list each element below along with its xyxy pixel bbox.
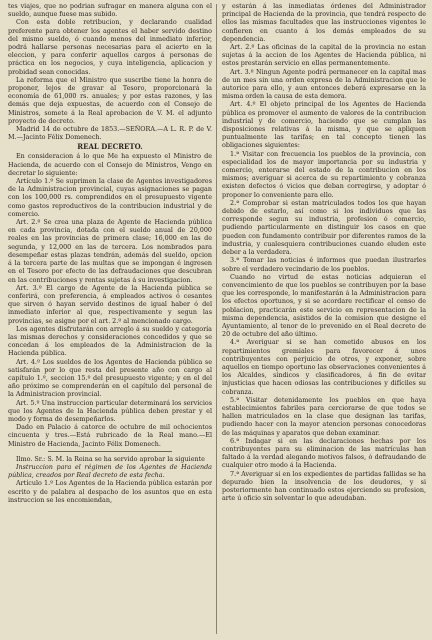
paragraph: En consideracion á lo que Me ha expuesto el Ministro de Hacienda, de acuerdo con el Consejo de Ministros, Vengo en decretar lo siguiente:	[8, 152, 212, 177]
paragraph: Art. 4.º El objeto principal de los Agentes de Hacienda pública es promover el aumento de valores de la contribucion industrial y de comercio, haciendo que se cumplan las disposiciones relativas á la misma, y que se apliquen puntualmente las tarifas; en tal concepto tienen las obligaciones siguientes:	[222, 100, 426, 150]
paragraph: Art. 3.º Ningun Agente podrá permanecer en la capital mas de un mes sin una orden expresa de la Administracion que le autorice para ello, y aun entonces deberá expresarse en la misma orden la causa de esta demora.	[222, 67, 426, 101]
paragraph: Art. 5.º Una instruccion particular determinará los servicios que los Agentes de la Hacienda pública deben prestar y el modo y forma de desempeñarlos.	[8, 398, 212, 423]
section-heading: REAL DECRETO.	[77, 142, 143, 152]
paragraph: tes viajes, que no podrian sufragar en manera alguna con el sueldo, aunque fuese mas subido.	[8, 2, 212, 19]
paragraph: Ilmo. Sr.: S. M. la Reina se ha servido aprobar la siguiente	[16, 454, 205, 463]
paragraph: 7.ª Averiguar si en los expedientes de partidas fallidas se ha depurado bien la insolvencia de los deudores, y si posteriormente han continuado estos ejerciendo su profesion, arte ú oficio sin solventar lo que adeudaban.	[222, 469, 426, 503]
paragraph: 5.ª Visitar detenidamente los pueblos en que haya establecimientos fabriles para cerciorarse de que todos se hallen matriculados en la clase que designan las tarifas, pudiendo hacer con la mayor atencion personas conocedoras de las máquinas y aparatos que deban examinar.	[222, 395, 426, 437]
paragraph: Art. 3.º El cargo de Agente de la Hacienda pública se conferirá, con preferencia, á empleados activos ó cesantes que sirven ó hayan servido destinos de igual haber ó del inmediato inferior al que, respectivamente y segun las provincias, se asigne por el art. 2.º al mencionado cargo.	[8, 283, 212, 325]
column-divider	[216, 4, 217, 634]
paragraph: y estarán á las inmediatas órdenes del Administrador principal de Hacienda de la provincia, que tendrá respecto de ellos las mismas facultades que las instrucciones vigentes le confieren en cuanto á los demás empleados de su dependencia.	[222, 2, 426, 43]
paragraph: Art. 4.º Los sueldos de los Agentes de Hacienda pública se satisfarán por lo que resta del presente año con cargo al capítulo 1.º, seccion 15.º del presupuesto vigente; y en el del año próximo se comprenderán en el capítulo del personal de la Administracion provincial.	[8, 357, 212, 399]
paragraph: 2.ª Comprobar si estan matriculados todos los que hayan debido de estarlo, así como si los individuos que las corresponde segun su industria, profesion ó comercio, pudiendo particularmente en distinguir los casos en que pueden con fundamento contribuir por diferentes ramos de la industria, y cualesquiera contribuciones cuando eluden este deber a la verdadera.	[222, 198, 426, 257]
paragraph: Art. 2.º Se crea una plaza de Agente de Hacienda pública en cada provincia, dotada con el sueldo anual de 20,000 reales en las provincias de primera clase; 16,000 en las de segunda, y 12,000 en las de tercera. Los nombrados para desempeñar estas plazas tendrán, además del sueldo, opcion á la tercera parte de las multas que se impongan é ingresen en el Tesoro por efecto de las defraudaciones que descubran en las contribuciones y rentas sujetas á su investigacion.	[8, 218, 212, 284]
paragraph: Artículo 1.º Se suprimen la clase de Agentes investigadores de la Administracion provincial, cuyas asignaciones se pagan con los 100,000 rs. comprendidos en el presupuesto vigente como gastos reproductivos de la contribucion industrial y de comercio.	[8, 177, 212, 218]
paragraph: Con esta doble retribucion, y declarando cualidad preferente para obtener los agentes el haber servido destino del mismo sueldo, ó cuando menos del inmediato inferior, podrá hallarse personas necesarias para el acierto en la eleccion, y para conferir aquellos cargos á personas de práctica en los negocios, y cuya inteligencia, aplicacion y probidad sean conocidas.	[8, 18, 212, 76]
paragraph: 3.ª Tomar las noticias é informes que puedan ilustrarles sobre el verdadero vecindario de los pueblos.	[222, 256, 426, 273]
section-divider	[48, 451, 172, 452]
paragraph: 6.ª Indagar si en las declaraciones hechas por los contribuyentes para su eliminacion de las matrículas han faltado á la verdad alegando motivos falsos, ó defraudando de cualquier otro modo á la Hacienda.	[222, 436, 426, 470]
left-column	[8, 2, 212, 636]
paragraph: Art. 2.º Las oficinas de la capital de la provincia no estan sujetas á la accion de los Agentes de Hacienda pública, ni estos prestarán servicio en ellas permanentemente.	[222, 43, 426, 68]
paragraph: La reforma que el Ministro que suscribe tiene la honra de proponer, lejos de gravar al Tesoro, proporcionará la economía de 61,000 rs. anuales; y por estas razones, y las demás que deja expuestas, de acuerdo con el Consejo de Ministros, somete á la Real aprobacion de V. M. el adjunto proyecto de decreto.	[8, 75, 212, 125]
signature-line: Madrid 14 de octubre de 1853.—SEÑORA.—A L. R. P. de V. M.—Jacinto Félix Domenech.	[8, 125, 212, 142]
paragraph: Artículo 1.º Los Agentes de la Hacienda pública estarán por escrito y de palabra al despacho de los asuntos que en esta instruccion se les encomiendan,	[8, 479, 212, 504]
paragraph: Cuando no virtud de estas noticias adquieran el convencimiento de que los pueblos se contribuyen por la base que les corresponde, lo manifestarán á la Administracion para los efectos oportunos, y si se acordare rectificar el censo de poblacion, practicarán este servicio en representacion de la misma dependencia, asistidos de la comision que designe el Ayuntamiento, al tenor de lo prevenido en el Real decreto de 20 de octubre del año último.	[222, 272, 426, 339]
paragraph: 4.ª Averiguar si se han cometido abusos en los repartimientos gremiales para favorecer á unos contribuyentes con perjuicio de otros, y exponer, sobre aquellos en tiempo oportuno las observaciones convenientes á los Alcaldes, síndicos y clasificadores, á fin de evitar injusticias que hacen odiosas las contribuciones y difíciles su cobranza.	[222, 338, 426, 396]
paragraph: Los agentes disfrutarán con arreglo á su sueldo y categoría las mismas derechos y consideraciones concedidos y que se concedan á los empleados de la Administracion de la Hacienda pública.	[8, 324, 212, 358]
instruction-title: Instruccion para el régimen de los Agentes de Hacienda pública, creados por Real decreto de esta fecha.	[8, 462, 212, 480]
right-column	[222, 2, 426, 636]
paragraph: Dado en Palacio á catorce de octubre de mil ochocientos cincuenta y tres.—Está rubricado de la Real mano.—El Ministro de Hacienda, Jacinto Félix Domenech.	[8, 423, 212, 448]
paragraph: 1.ª Visitar con frecuencia los pueblos de la provincia, con especialidad los de mayor importancia por su industria y comercio, enterarse del estado de la contribucion en los mismos; averiguar si acerca de su repartimiento y cobranza existen defectos ó vicios que deban corregirse, y adoptar ó proponer lo conveniente para ello.	[222, 149, 426, 199]
